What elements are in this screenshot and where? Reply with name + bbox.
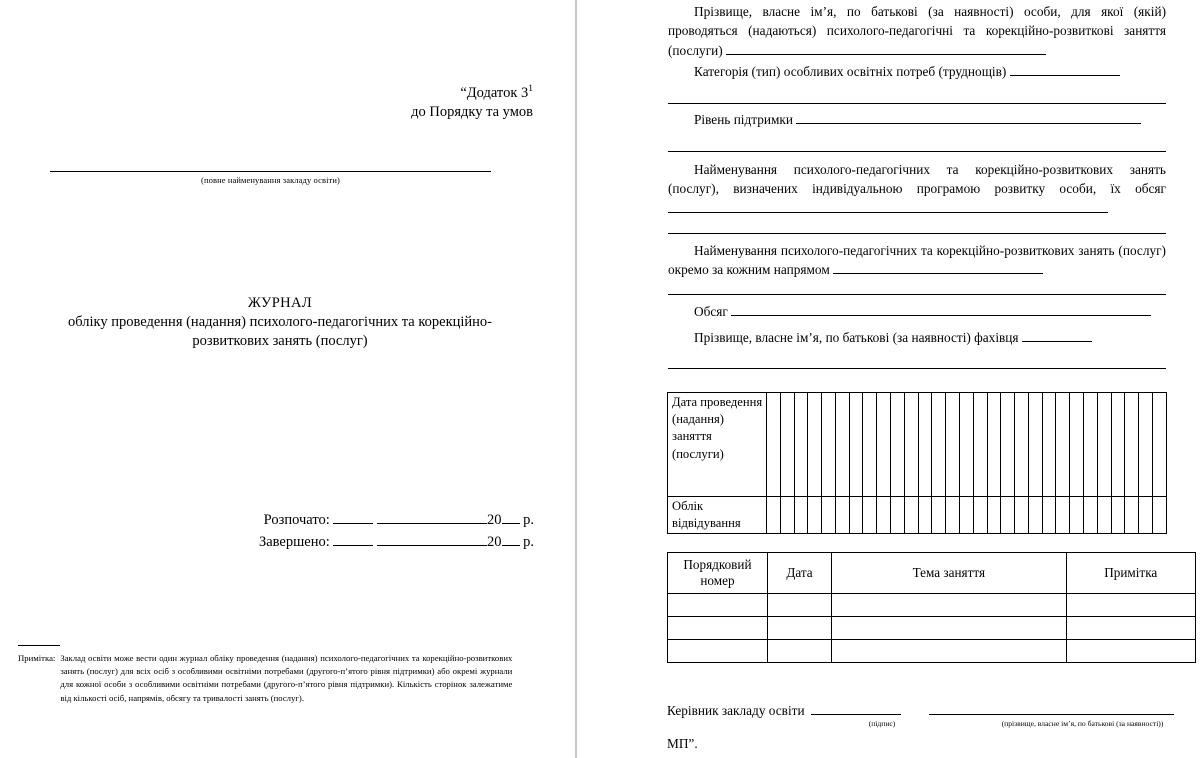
topics-cell-theme[interactable] <box>832 594 1066 617</box>
attendance-date-label: Дата проведення (надання) заняття (послуги) <box>668 393 767 497</box>
attendance-date-cell[interactable] <box>863 393 877 497</box>
date-finished-label: Завершено: <box>258 534 330 550</box>
journal-title-main: ЖУРНАЛ <box>247 295 313 311</box>
attendance-record-cell[interactable] <box>849 497 863 534</box>
appendix-order-line: до Порядку та умов <box>411 103 533 120</box>
attendance-record-cell[interactable] <box>918 497 932 534</box>
field-specialist-name-label: Прізвище, власне імʼя, по батькові (за наявності) фахівця <box>694 330 1019 345</box>
topics-cell-note[interactable] <box>1066 617 1195 640</box>
attendance-date-cell[interactable] <box>1139 393 1153 497</box>
topics-cell-theme[interactable] <box>832 640 1066 663</box>
attendance-date-cell[interactable] <box>1083 393 1097 497</box>
topics-cell-theme[interactable] <box>832 617 1066 640</box>
date-finished-year-prefix: 20 <box>487 534 502 550</box>
attendance-record-cell[interactable] <box>877 497 891 534</box>
footnote-text: Заклад освіти може вести один журнал обліку проведення (надання) психолого-педагогічних та корекційно-розвиткових занять (послуг) для всіх осіб з особливими освітніми потребами (другого-п’ятого рівня підтримки) або окремі журнали для кожної особи з особливими освітніми потребами (другого-п’ятого рівня підтримки). Кількість сторінок залежатиме від кількості осіб, напрямів, обсягу та тривалості занять (послуг). <box>60 653 513 703</box>
topics-cell-note[interactable] <box>1066 594 1195 617</box>
field-services-ipr-label: Найменування психолого-педагогічних та корекційно-розвиткових занять (послуг), визначених індивідуальною програмою розвитку особи, їх обсяг <box>668 162 1166 197</box>
field-specialist-name <box>668 328 1166 347</box>
field-volume-blank[interactable] <box>731 302 1151 316</box>
attendance-date-cell[interactable] <box>1152 393 1166 497</box>
field-services-ipr-continuation-rule[interactable] <box>668 233 1166 234</box>
attendance-record-cell[interactable] <box>1083 497 1097 534</box>
field-specialist-name-continuation-rule[interactable] <box>668 368 1166 369</box>
attendance-date-cell[interactable] <box>1042 393 1056 497</box>
attendance-record-cell[interactable] <box>1097 497 1111 534</box>
footnote-separator <box>18 645 60 646</box>
field-person-name-blank[interactable] <box>726 41 1046 55</box>
topics-cell-number[interactable] <box>668 640 768 663</box>
attendance-record-cell[interactable] <box>1028 497 1042 534</box>
left-page <box>0 0 575 758</box>
attendance-grid-body <box>668 393 1167 534</box>
attendance-date-cell[interactable] <box>1111 393 1125 497</box>
topics-cell-number[interactable] <box>668 594 768 617</box>
field-services-by-direction-label: Найменування психолого-педагогічних та корекційно-розвиткових занять (послуг) окремо за кожним напрямом <box>668 243 1166 278</box>
attendance-record-cell[interactable] <box>904 497 918 534</box>
attendance-record-cell[interactable] <box>794 497 808 534</box>
field-services-ipr <box>668 160 1166 218</box>
field-support-level-label: Рівень підтримки <box>694 112 793 127</box>
topics-cell-date[interactable] <box>767 617 831 640</box>
attendance-record-cell[interactable] <box>987 497 1001 534</box>
attendance-record-label: Облік відвідування <box>668 497 767 534</box>
field-volume <box>668 302 1166 321</box>
attendance-record-cell[interactable] <box>780 497 794 534</box>
topics-table-body <box>668 594 1196 663</box>
attendance-date-cell[interactable] <box>1056 393 1070 497</box>
topics-header-date: Дата <box>767 553 831 594</box>
attendance-date-cell[interactable] <box>959 393 973 497</box>
date-started-month-blank[interactable] <box>377 523 487 524</box>
attendance-date-cell[interactable] <box>1015 393 1029 497</box>
attendance-record-cell[interactable] <box>1152 497 1166 534</box>
attendance-date-cell[interactable] <box>1028 393 1042 497</box>
signature-name-blank[interactable] <box>929 714 1174 715</box>
attendance-date-cell[interactable] <box>904 393 918 497</box>
field-category-label: Категорія (тип) особливих освітніх потреб (труднощів) <box>694 64 1007 79</box>
journal-title <box>0 294 560 351</box>
attendance-record-cell[interactable] <box>1015 497 1029 534</box>
attendance-record-cell[interactable] <box>1125 497 1139 534</box>
appendix-superscript: 1 <box>528 84 533 94</box>
footnote <box>18 652 558 705</box>
attendance-date-cell[interactable] <box>891 393 905 497</box>
signature-line <box>667 703 1187 719</box>
institution-name-rule <box>50 171 491 172</box>
attendance-date-cell[interactable] <box>877 393 891 497</box>
field-services-by-direction-blank[interactable] <box>833 260 1043 274</box>
attendance-record-cell[interactable] <box>1139 497 1153 534</box>
field-services-by-direction-continuation-rule[interactable] <box>668 294 1166 295</box>
topics-header-note: Примітка <box>1066 553 1195 594</box>
attendance-date-cell[interactable] <box>1125 393 1139 497</box>
attendance-record-cell[interactable] <box>946 497 960 534</box>
appendix-reference <box>0 80 533 122</box>
signature-head-label: Керівник закладу освіти <box>667 703 805 718</box>
topics-header-number: Порядковий номер <box>668 553 768 594</box>
journal-title-sub-line2: розвиткових занять (послуг) <box>192 333 368 349</box>
signature-caption: (підпис) <box>868 719 896 728</box>
topics-header-theme: Тема заняття <box>832 553 1066 594</box>
attendance-record-cell[interactable] <box>1056 497 1070 534</box>
date-started-year-blank[interactable] <box>502 523 520 524</box>
attendance-record-cell[interactable] <box>1001 497 1015 534</box>
date-finished-day-blank[interactable] <box>333 545 373 546</box>
stamp-label: МП”. <box>667 736 698 751</box>
field-category <box>668 62 1166 81</box>
footnote-label: Примітка: <box>18 653 56 663</box>
attendance-date-cell[interactable] <box>946 393 960 497</box>
attendance-date-row <box>668 393 1167 497</box>
attendance-date-cell[interactable] <box>849 393 863 497</box>
signature-captions <box>667 719 1187 732</box>
topics-cell-note[interactable] <box>1066 640 1195 663</box>
attendance-date-cell[interactable] <box>987 393 1001 497</box>
appendix-number-text: “Додаток 3 <box>460 84 529 101</box>
attendance-date-cell[interactable] <box>780 393 794 497</box>
attendance-date-cell[interactable] <box>835 393 849 497</box>
journal-dates <box>0 509 534 553</box>
attendance-date-cell[interactable] <box>973 393 987 497</box>
topics-cell-date[interactable] <box>767 640 831 663</box>
signature-name-caption: (прізвище, власне імʼя, по батькові (за наявності)) <box>1001 719 1164 728</box>
attendance-date-cell[interactable] <box>808 393 822 497</box>
attendance-record-cell[interactable] <box>1111 497 1125 534</box>
attendance-date-cell[interactable] <box>822 393 836 497</box>
attendance-record-cell[interactable] <box>959 497 973 534</box>
attendance-record-row <box>668 497 1167 534</box>
signature-block <box>667 703 1187 752</box>
attendance-record-cell[interactable] <box>932 497 946 534</box>
attendance-date-cell[interactable] <box>918 393 932 497</box>
attendance-record-cell[interactable] <box>973 497 987 534</box>
attendance-record-cell[interactable] <box>822 497 836 534</box>
date-started-label: Розпочато: <box>263 512 330 528</box>
topics-cell-number[interactable] <box>668 617 768 640</box>
attendance-date-cell[interactable] <box>767 393 781 497</box>
attendance-record-cell[interactable] <box>808 497 822 534</box>
field-services-ipr-blank[interactable] <box>668 199 1108 213</box>
topics-table <box>667 552 1196 663</box>
attendance-date-cell[interactable] <box>1001 393 1015 497</box>
field-person-name <box>668 2 1166 60</box>
attendance-date-cell[interactable] <box>1070 393 1084 497</box>
field-volume-label: Обсяг <box>694 304 728 319</box>
table-row <box>668 640 1196 663</box>
field-person-name-label: Прізвище, власне імʼя, по батькові (за наявності) особи, для якої (якій) проводяться (надаються) психолого-педагогічні та корекційно-розвиткові заняття (послуги) <box>668 4 1166 58</box>
field-support-level-blank[interactable] <box>796 110 1141 124</box>
attendance-record-cell[interactable] <box>835 497 849 534</box>
date-finished-month-blank[interactable] <box>377 545 487 546</box>
date-started-year-prefix: 20 <box>487 512 502 528</box>
field-category-blank[interactable] <box>1010 62 1120 76</box>
attendance-date-cell[interactable] <box>932 393 946 497</box>
institution-name-caption: (повне найменування закладу освіти) <box>201 175 340 185</box>
table-row <box>668 594 1196 617</box>
field-specialist-name-blank[interactable] <box>1022 328 1092 342</box>
date-started-row <box>0 509 534 531</box>
date-finished-row <box>0 531 534 553</box>
attendance-record-cell[interactable] <box>767 497 781 534</box>
journal-title-sub-line1: обліку проведення (надання) психолого-педагогічних та корекційно- <box>67 314 493 330</box>
attendance-record-cell[interactable] <box>1042 497 1056 534</box>
attendance-grid-table <box>667 392 1167 534</box>
date-finished-year-blank[interactable] <box>502 545 520 546</box>
topics-header-row <box>668 553 1196 594</box>
signature-blank[interactable] <box>811 714 901 715</box>
field-support-level-continuation-rule[interactable] <box>668 151 1166 152</box>
attendance-record-cell[interactable] <box>1070 497 1084 534</box>
right-page <box>577 0 1200 758</box>
attendance-record-cell[interactable] <box>891 497 905 534</box>
field-category-continuation-rule[interactable] <box>668 103 1166 104</box>
topics-cell-date[interactable] <box>767 594 831 617</box>
attendance-record-cell[interactable] <box>863 497 877 534</box>
appendix-number-line <box>0 80 533 103</box>
attendance-date-cell[interactable] <box>794 393 808 497</box>
topics-table-head <box>668 553 1196 594</box>
attendance-date-cell[interactable] <box>1097 393 1111 497</box>
date-started-year-suffix: р. <box>523 512 534 528</box>
date-finished-year-suffix: р. <box>523 534 534 550</box>
date-started-day-blank[interactable] <box>333 523 373 524</box>
field-services-by-direction <box>668 241 1166 280</box>
field-support-level <box>668 110 1166 129</box>
table-row <box>668 617 1196 640</box>
